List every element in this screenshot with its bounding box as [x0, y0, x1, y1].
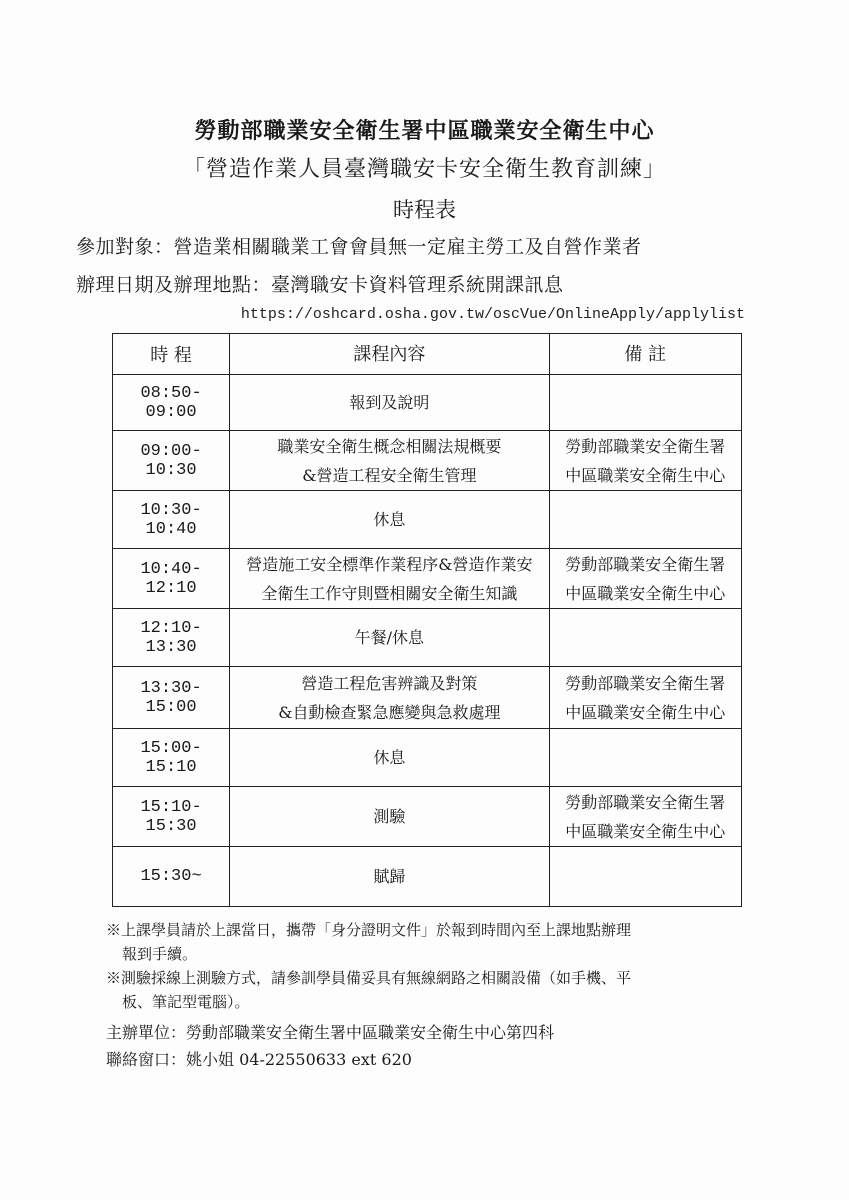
schedule-table — [112, 333, 742, 907]
course-text: 休息 — [373, 510, 406, 529]
note-cell — [549, 667, 741, 729]
note-text: 勞動部職業安全衛生署 — [565, 792, 726, 812]
table-row — [113, 549, 742, 609]
table-row — [113, 431, 742, 491]
course-text: 午餐/休息 — [354, 628, 425, 647]
course-cell — [230, 787, 549, 847]
note-cell — [549, 847, 741, 907]
course-text: 營造工程危害辨識及對策 — [301, 673, 478, 693]
course-cell — [230, 375, 549, 431]
course-cell — [230, 729, 549, 787]
note-cell — [549, 491, 741, 549]
course-text: 職業安全衛生概念相關法規概要 — [277, 436, 502, 456]
time-cell: 09:00-10:30 — [113, 431, 230, 491]
date-location-line: 辦理日期及辦理地點：臺灣職安卡資料管理系統開課訊息 — [76, 274, 564, 296]
time-cell: 15:30~ — [113, 847, 230, 907]
time-cell: 15:00-15:10 — [113, 729, 230, 787]
note-text: ※上課學員請於上課當日，攜帶「身分證明文件」於報到時間內至上課地點辦理 — [106, 921, 632, 939]
table-row — [113, 491, 742, 549]
note-cell — [549, 431, 741, 491]
document-title-type: 時程表 — [393, 198, 456, 222]
document-title-org: 勞動部職業安全衛生署中區職業安全衛生中心 — [194, 118, 655, 144]
course-text: &自動檢查緊急應變與急救處理 — [278, 702, 501, 722]
table-header-row — [113, 334, 742, 375]
organizer-line: 主辦單位：勞動部職業安全衛生署中區職業安全衛生中心第四科 — [106, 1023, 555, 1042]
table-row — [113, 375, 742, 431]
course-cell — [230, 491, 549, 549]
course-text: 全衛生工作守則暨相關安全衛生知識 — [261, 583, 518, 603]
document-title-course: 「營造作業人員臺灣職安卡安全衛生教育訓練」 — [182, 157, 666, 182]
time-cell: 10:30-10:40 — [113, 491, 230, 549]
time-cell: 15:10-15:30 — [113, 787, 230, 847]
registration-url: https://oshcard.osha.gov.tw/oscVue/OnlineApply/applylist — [240, 306, 745, 323]
course-cell — [230, 667, 549, 729]
table-row — [113, 667, 742, 729]
course-text: 報到及說明 — [349, 393, 430, 412]
course-cell — [230, 549, 549, 609]
note-text: 報到手續。 — [122, 945, 198, 963]
note-text: 勞動部職業安全衛生署 — [565, 673, 726, 693]
note-cell — [549, 609, 741, 667]
note-text: 中區職業安全衛生中心 — [565, 465, 726, 485]
time-cell: 12:10-13:30 — [113, 609, 230, 667]
contact-line: 聯絡窗口：姚小姐 04-22550633 ext 620 — [106, 1050, 412, 1069]
note-text: 中區職業安全衛生中心 — [565, 702, 726, 722]
header-time: 時 程 — [113, 334, 230, 375]
note-text: 中區職業安全衛生中心 — [565, 821, 726, 841]
header-course: 課程內容 — [230, 334, 549, 375]
note-cell — [549, 375, 741, 431]
course-text: 休息 — [373, 748, 406, 767]
note-cell — [549, 787, 741, 847]
note-item — [106, 918, 631, 966]
note-cell — [549, 729, 741, 787]
table-row — [113, 729, 742, 787]
header-note: 備 註 — [549, 334, 741, 375]
note-cell — [549, 549, 741, 609]
course-text: &營造工程安全衛生管理 — [302, 465, 477, 485]
note-text: 勞動部職業安全衛生署 — [565, 436, 726, 456]
table-row — [113, 847, 742, 907]
course-text: 營造施工安全標準作業程序&營造作業安 — [246, 554, 533, 574]
audience-line: 參加對象：營造業相關職業工會會員無一定雇主勞工及自營作業者 — [76, 236, 642, 258]
time-cell: 13:30-15:00 — [113, 667, 230, 729]
table-row — [113, 787, 742, 847]
note-text: 板、筆記型電腦）。 — [122, 993, 250, 1011]
note-text: 中區職業安全衛生中心 — [565, 583, 726, 603]
time-cell: 10:40-12:10 — [113, 549, 230, 609]
course-text: 賦歸 — [373, 867, 406, 886]
note-text: ※測驗採線上測驗方式，請參訓學員備妥具有無線網路之相關設備（如手機、平 — [106, 969, 632, 987]
course-cell — [230, 609, 549, 667]
table-row — [113, 609, 742, 667]
note-item — [106, 966, 631, 1014]
course-cell — [230, 847, 549, 907]
time-cell: 08:50-09:00 — [113, 375, 230, 431]
course-cell — [230, 431, 549, 491]
course-text: 測驗 — [373, 807, 406, 826]
note-text: 勞動部職業安全衛生署 — [565, 554, 726, 574]
